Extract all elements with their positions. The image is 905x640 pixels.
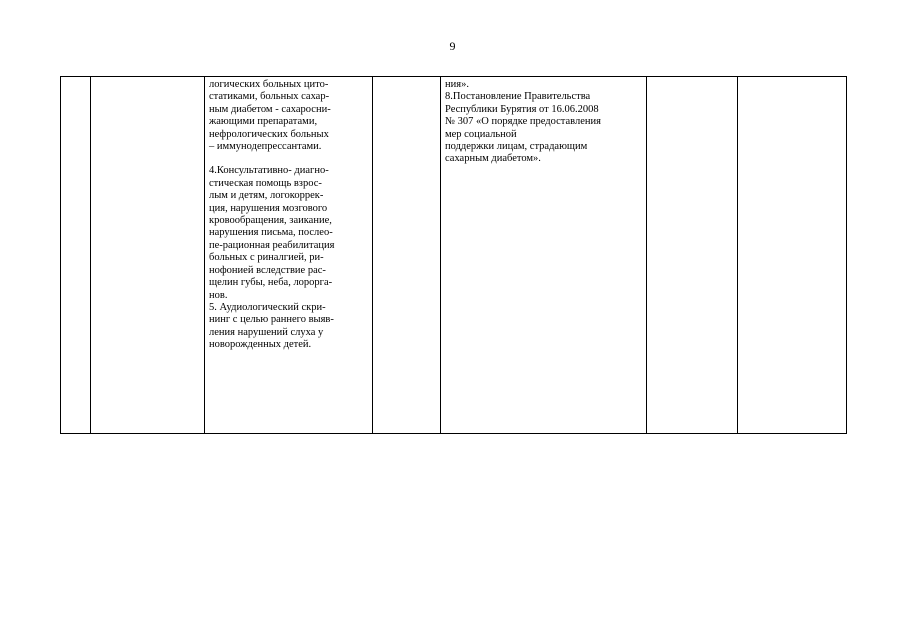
table-cell-5 bbox=[441, 77, 647, 434]
cell-5-paragraph-1: ния». bbox=[445, 79, 469, 90]
table-cell-6 bbox=[647, 77, 738, 434]
cell-3-paragraph-1: логических больных цито- статиками, больных сахар- ным диабетом - сахаросни- жающими препаратами, нефрологических больных – иммунодепрессантами. bbox=[209, 79, 331, 153]
table-row bbox=[61, 77, 847, 434]
table-cell-2 bbox=[91, 77, 205, 434]
cell-5-paragraph-2: 8.Постановление Правительства Республики Бурятия от 16.06.2008 № 307 «О порядке предоставления мер социальной поддержки лицам, страдающим сахарным диабетом». bbox=[445, 91, 601, 165]
cell-3-paragraph-2: 4.Консультативно- диагно- стическая помощь взрос- лым и детям, логокоррек- ция, нарушения мозгового кровообращения, заикание, нарушения письма, послео- пе-рационная реабилитация больных с риналгией, ри- нофонией вследствие рас- щелин губы, неба, лорорга- нов. bbox=[209, 165, 335, 301]
table-cell-7 bbox=[738, 77, 847, 434]
cell-3-paragraph-3: 5. Аудиологический скри- нинг с целью раннего выяв- ления нарушений слуха у новорожденных детей. bbox=[209, 301, 334, 351]
table-cell-3 bbox=[205, 77, 373, 434]
table-cell-1 bbox=[61, 77, 91, 434]
page-number: 9 bbox=[449, 39, 456, 53]
document-table bbox=[60, 76, 847, 434]
table-cell-4 bbox=[373, 77, 441, 434]
